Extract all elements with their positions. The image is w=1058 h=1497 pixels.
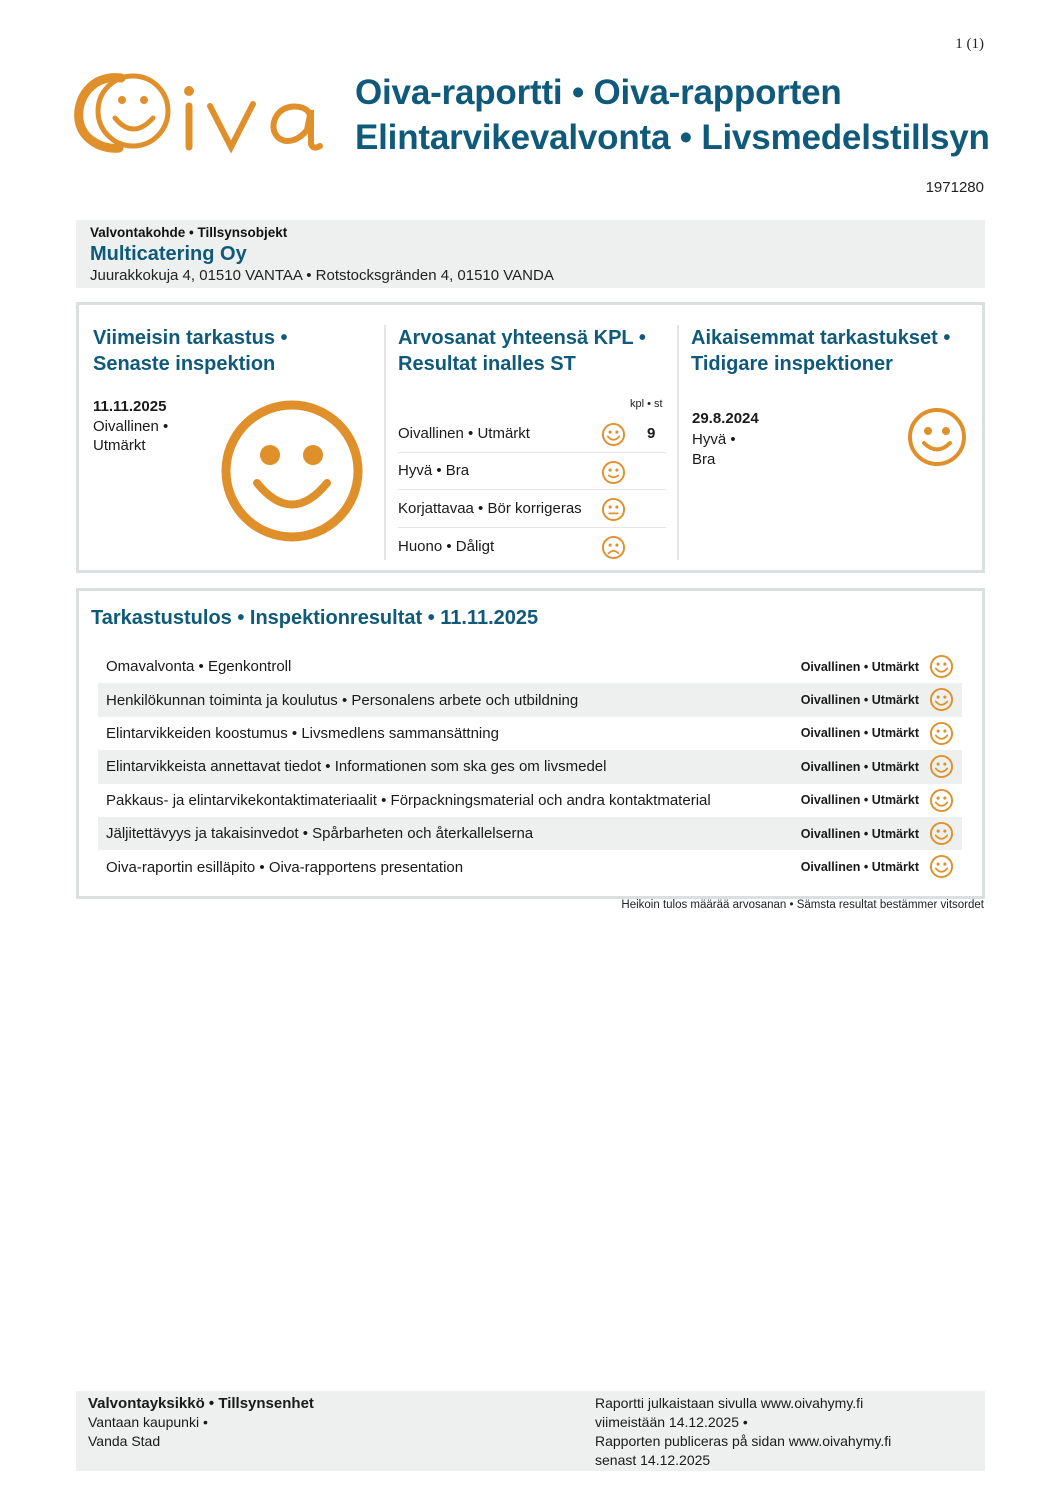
- title-line-2: Elintarvikevalvonta • Livsmedelstillsyn: [355, 118, 990, 157]
- result-grade: Oivallinen • Utmärkt: [800, 693, 919, 708]
- unit-line-1: Vantaan kaupunki •: [88, 1414, 208, 1430]
- previous-heading-line-2: Tidigare inspektioner: [691, 353, 893, 375]
- column-divider: [384, 325, 386, 560]
- grade-label: Huono • Dåligt: [398, 537, 495, 555]
- excellent-smiley-icon: [929, 654, 954, 679]
- excellent-smiley-icon: [929, 687, 954, 712]
- result-row: [98, 817, 962, 850]
- grade-label: Hyvä • Bra: [398, 462, 470, 480]
- result-grade: Oivallinen • Utmärkt: [800, 793, 919, 808]
- target-box: [76, 220, 985, 288]
- page-number: 1 (1): [955, 36, 984, 52]
- report-id: 1971280: [925, 179, 984, 196]
- sad-smiley-icon: [601, 535, 626, 560]
- latest-heading-line-2: Senaste inspektion: [93, 353, 276, 375]
- unit-line-2: Vanda Stad: [88, 1433, 161, 1449]
- previous-grade-line-2: Bra: [692, 451, 716, 468]
- excellent-smiley-icon: [601, 422, 626, 447]
- result-description: Jäljitettävyys ja takaisinvedot • Spårbarheten och återkallelserna: [106, 825, 534, 843]
- excellent-smiley-icon: [219, 398, 365, 544]
- grade-label: Korjattavaa • Bör korrigeras: [398, 499, 582, 517]
- good-smiley-icon: [906, 406, 968, 468]
- latest-inspection-heading: [93, 325, 373, 377]
- good-smiley-icon: [601, 460, 626, 485]
- supervising-unit: [88, 1394, 314, 1451]
- results-table: [98, 650, 962, 884]
- previous-heading-line-1: Aikaisemmat tarkastukset •: [691, 327, 951, 349]
- previous-grade-line-1: Hyvä •: [692, 431, 736, 448]
- result-description: Pakkaus- ja elintarvikekontaktimateriaalit • Förpackningsmaterial och andra kontaktmaterial: [106, 791, 711, 809]
- previous-inspections-heading: [691, 325, 981, 377]
- grade-label: Oivallinen • Utmärkt: [398, 424, 530, 442]
- footer-box: [76, 1391, 985, 1471]
- publish-line-1: Raportti julkaistaan sivulla www.oivahymy.fi: [595, 1395, 864, 1411]
- grade-row-excellent: [398, 415, 666, 453]
- excellent-smiley-icon: [929, 721, 954, 746]
- result-description: Omavalvonta • Egenkontroll: [106, 658, 292, 676]
- result-grade: Oivallinen • Utmärkt: [800, 826, 919, 841]
- count-unit-label: kpl • st: [630, 398, 663, 410]
- grade-row-needs-correction: [398, 490, 666, 528]
- report-title: [355, 70, 990, 160]
- excellent-smiley-icon: [929, 754, 954, 779]
- latest-grade-line-1: Oivallinen •: [93, 418, 169, 435]
- result-description: Elintarvikkeiden koostumus • Livsmedlens sammansättning: [106, 724, 499, 742]
- totals-heading: [398, 325, 668, 377]
- unit-label: Valvontayksikkö • Tillsynsenhet: [88, 1395, 314, 1412]
- target-address: Juurakkokuja 4, 01510 VANTAA • Rotstocksgränden 4, 01510 VANDA: [90, 267, 554, 284]
- publication-info: [595, 1394, 955, 1470]
- result-description: Oiva-raportin esilläpito • Oiva-rapportens presentation: [106, 858, 464, 876]
- grade-row-good: [398, 453, 666, 491]
- result-grade: Oivallinen • Utmärkt: [800, 860, 919, 875]
- result-row: [98, 683, 962, 716]
- excellent-smiley-icon: [929, 821, 954, 846]
- result-description: Elintarvikkeista annettavat tiedot • Informationen som ska ges om livsmedel: [106, 758, 607, 776]
- neutral-smiley-icon: [601, 497, 626, 522]
- result-row: [98, 784, 962, 817]
- totals-heading-line-1: Arvosanat yhteensä KPL •: [398, 327, 646, 349]
- target-label: Valvontakohde • Tillsynsobjekt: [90, 225, 288, 240]
- result-row: [98, 750, 962, 783]
- result-row: [98, 717, 962, 750]
- summary-panel: [76, 302, 985, 573]
- result-grade: Oivallinen • Utmärkt: [800, 726, 919, 741]
- grading-footnote: Heikoin tulos määrää arvosanan • Sämsta resultat bestämmer vitsordet: [621, 899, 984, 911]
- inspection-results-panel: [76, 588, 985, 899]
- excellent-smiley-icon: [929, 854, 954, 879]
- title-line-1: Oiva-raportti • Oiva-rapporten: [355, 73, 842, 112]
- result-row: [98, 850, 962, 883]
- results-title: Tarkastustulos • Inspektionresultat • 11.11.2025: [91, 607, 539, 629]
- result-description: Henkilökunnan toiminta ja koulutus • Personalens arbete och utbildning: [106, 691, 579, 709]
- publish-line-2: viimeistään 14.12.2025 •: [595, 1414, 748, 1430]
- latest-grade: [93, 417, 213, 455]
- latest-heading-line-1: Viimeisin tarkastus •: [93, 327, 288, 349]
- result-grade: Oivallinen • Utmärkt: [800, 659, 919, 674]
- previous-grade: [692, 430, 812, 470]
- publish-line-3: Rapporten publiceras på sidan www.oivahymy.fi: [595, 1433, 892, 1449]
- grade-totals-list: [398, 415, 666, 565]
- latest-grade-line-2: Utmärkt: [93, 437, 146, 454]
- grade-row-poor: [398, 528, 666, 566]
- grade-count: 9: [647, 425, 656, 442]
- oiva-logo: [73, 64, 325, 156]
- totals-heading-line-2: Resultat inalles ST: [398, 353, 576, 375]
- latest-date: 11.11.2025: [93, 398, 167, 415]
- excellent-smiley-icon: [929, 788, 954, 813]
- column-divider: [677, 325, 679, 560]
- result-row: [98, 650, 962, 683]
- publish-line-4: senast 14.12.2025: [595, 1452, 711, 1468]
- target-name: Multicatering Oy: [90, 243, 247, 265]
- previous-date: 29.8.2024: [692, 410, 759, 427]
- result-grade: Oivallinen • Utmärkt: [800, 759, 919, 774]
